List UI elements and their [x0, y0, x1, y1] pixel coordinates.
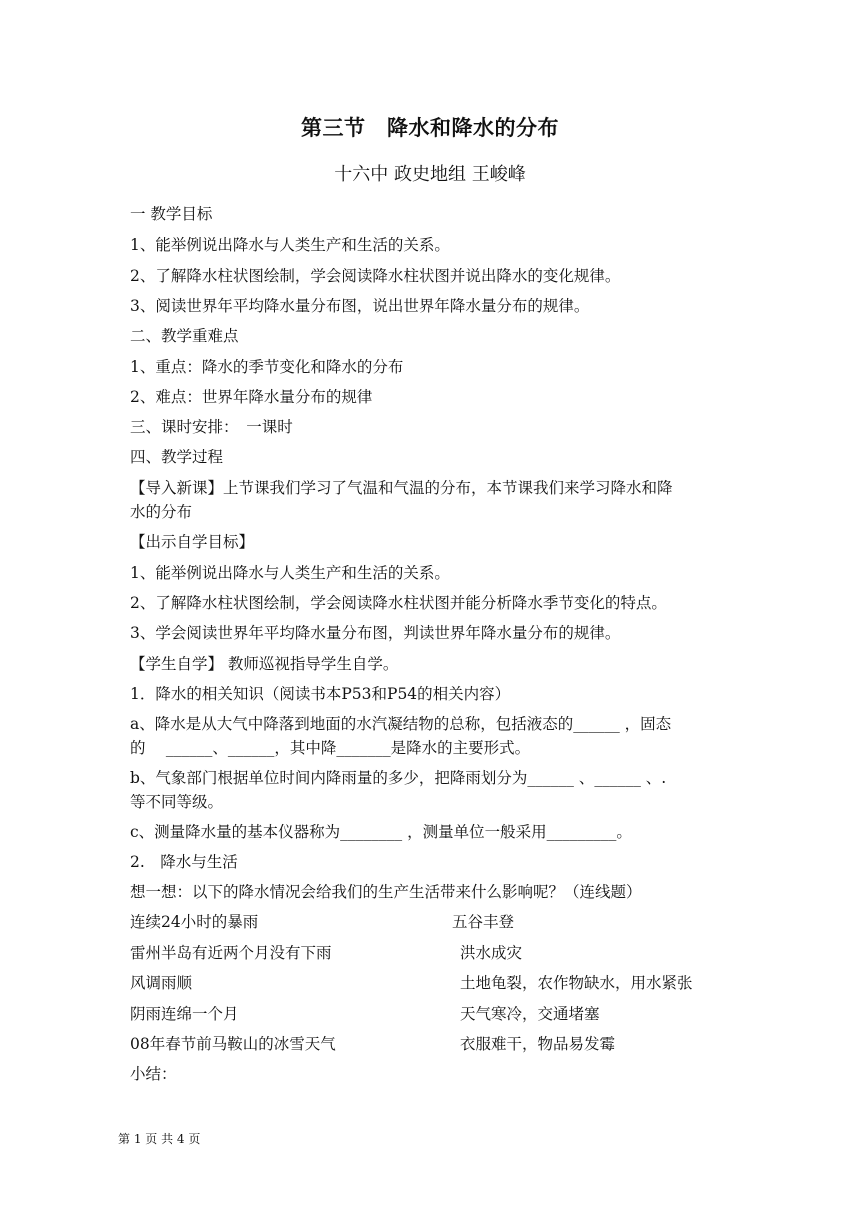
matching-left-item: 连续24小时的暴雨 [130, 913, 259, 931]
text-line: 【学生自学】 教师巡视指导学生自学。 [130, 655, 399, 673]
page-footer: 第 1 页 共 4 页 [118, 1132, 201, 1146]
text-line: 的 ______、______，其中降_______是降水的主要形式。 [130, 739, 531, 757]
text-line: 【出示自学目标】 [130, 533, 255, 551]
matching-left-item: 阴雨连绵一个月 [130, 1005, 239, 1023]
document-title: 第三节 降水和降水的分布 [301, 116, 559, 140]
matching-right-item: 洪水成灾 [460, 944, 523, 962]
matching-right-item: 衣服难干，物品易发霉 [460, 1035, 616, 1053]
document-subtitle: 十六中 政史地组 王峻峰 [334, 164, 526, 185]
matching-right-item: 五谷丰登 [452, 913, 515, 931]
text-line: 2、了解降水柱状图绘制，学会阅读降水柱状图并能分析降水季节变化的特点。 [130, 594, 667, 612]
text-line: 一 教学目标 [130, 205, 213, 223]
text-line: 二、教学重难点 [130, 327, 239, 345]
matching-right-item: 土地龟裂，农作物缺水，用水紧张 [460, 974, 693, 992]
text-line: 想一想：以下的降水情况会给我们的生产生活带来什么影响呢？（连线题） [130, 883, 642, 901]
text-line: 【导入新课】上节课我们学习了气温和气温的分布，本节课我们来学习降水和降 [130, 479, 673, 497]
matching-left-item: 08年春节前马鞍山的冰雪天气 [130, 1035, 336, 1053]
text-line: 3、学会阅读世界年平均降水量分布图，判读世界年降水量分布的规律。 [130, 624, 621, 642]
text-line: 2、难点：世界年降水量分布的规律 [130, 388, 373, 406]
matching-left-item: 雷州半岛有近两个月没有下雨 [130, 944, 332, 962]
summary-label: 小结： [130, 1065, 177, 1083]
matching-left-item: 风调雨顺 [130, 974, 193, 992]
matching-right-item: 天气寒冷，交通堵塞 [460, 1005, 600, 1023]
text-line: 1．降水的相关知识（阅读书本P53和P54的相关内容） [130, 685, 511, 703]
text-line: c、测量降水量的基本仪器称为________ ，测量单位一般采用_________。 [130, 823, 632, 841]
text-line: b、气象部门根据单位时间内降雨量的多少，把降雨划分为______ 、______ 、. [130, 769, 667, 787]
text-line: 三、课时安排： 一课时 [130, 418, 293, 436]
text-line: 2. 降水与生活 [130, 853, 238, 871]
text-line: 3、阅读世界年平均降水量分布图，说出世界年降水量分布的规律。 [130, 297, 590, 315]
text-line: 1、能举例说出降水与人类生产和生活的关系。 [130, 236, 450, 254]
text-line: 1、能举例说出降水与人类生产和生活的关系。 [130, 564, 450, 582]
text-line: 1、重点：降水的季节变化和降水的分布 [130, 358, 404, 376]
text-line: 2、了解降水柱状图绘制，学会阅读降水柱状图并说出降水的变化规律。 [130, 267, 621, 285]
text-line: 水的分布 [130, 503, 193, 521]
text-line: 等不同等级。 [130, 793, 224, 811]
text-line: a、降水是从大气中降落到地面的水汽凝结物的总称，包括液态的______ ，固态 [130, 715, 672, 733]
text-line: 四、教学过程 [130, 448, 224, 466]
